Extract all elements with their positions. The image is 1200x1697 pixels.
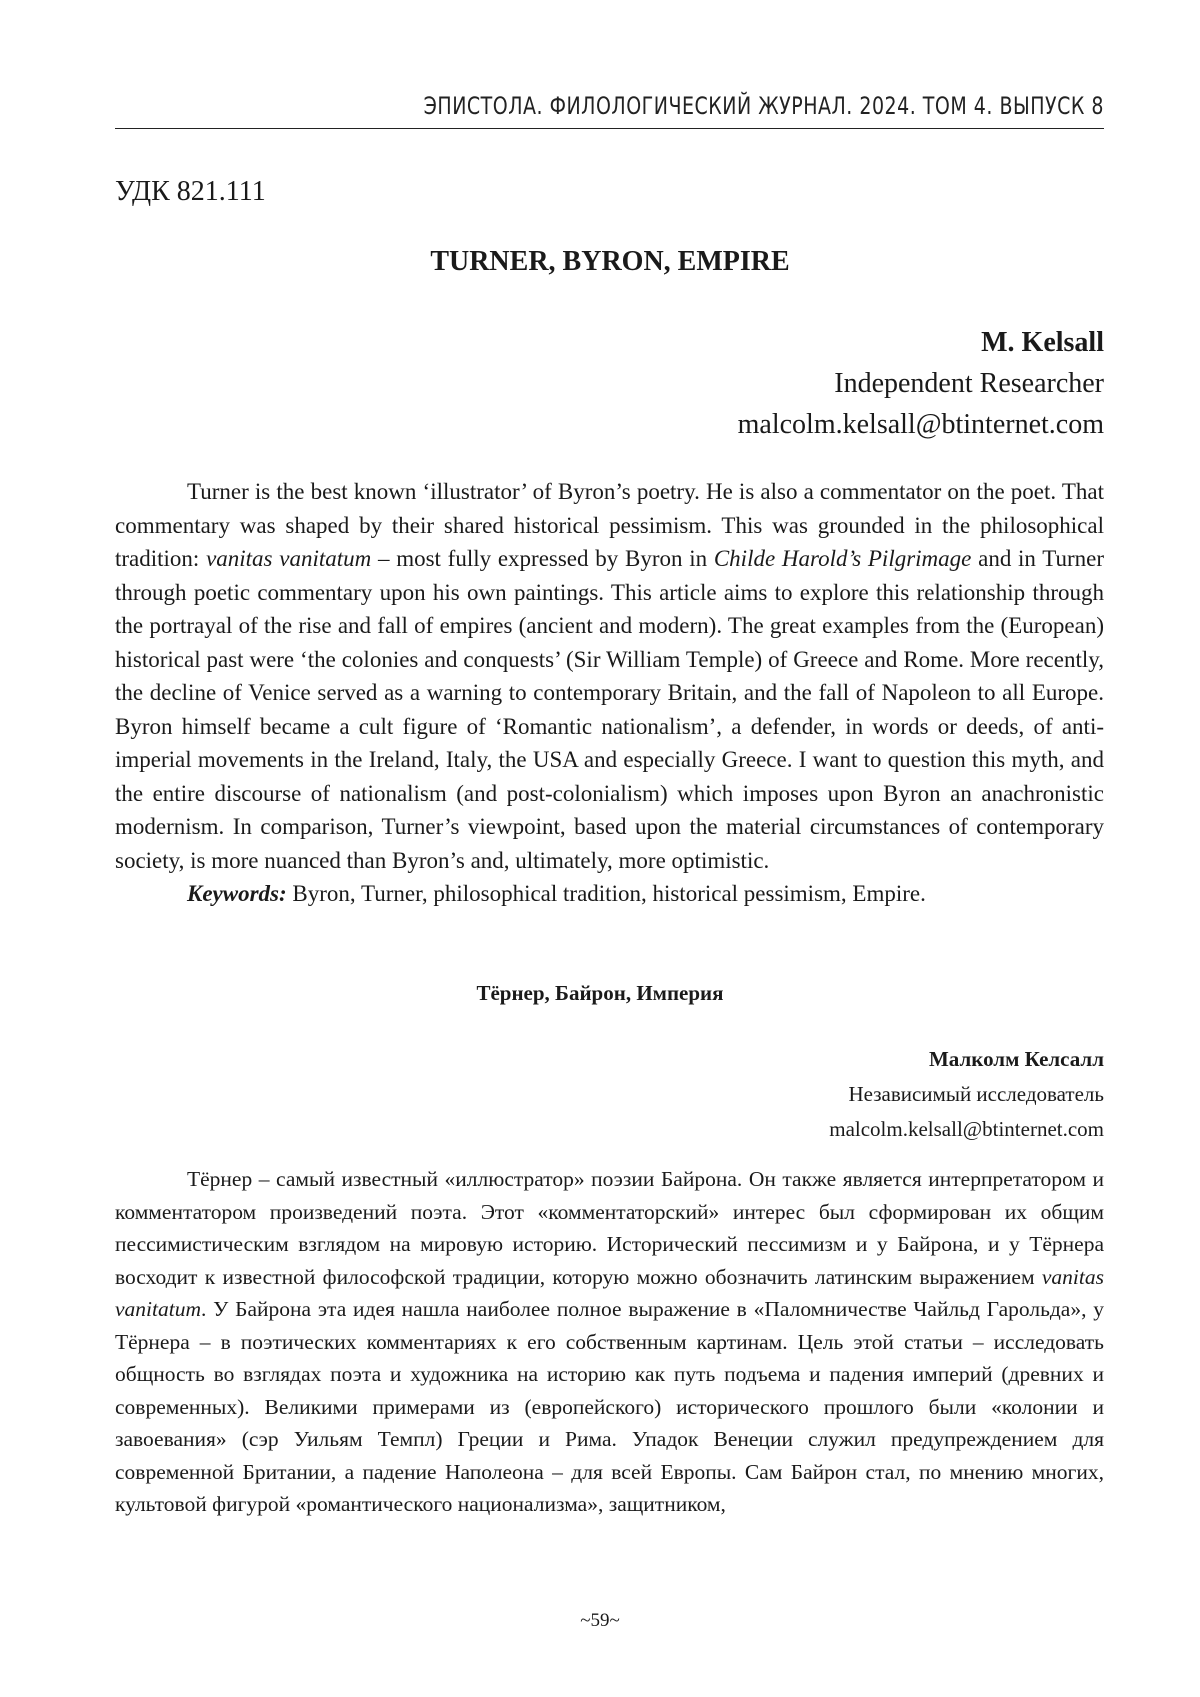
article-title-ru: Тёрнер, Байрон, Империя xyxy=(476,981,724,1005)
abstract-en-paragraph xyxy=(115,475,1104,877)
abstract-ru-paragraph xyxy=(115,1163,1104,1521)
author-name-en: M. Kelsall xyxy=(981,327,1104,358)
abstract-ru-italic-1: vanitas vanitatum xyxy=(115,1264,1104,1321)
author-affiliation-en: Independent Researcher xyxy=(834,368,1104,399)
author-block-ru xyxy=(829,1042,1104,1147)
keywords-list: Byron, Turner, philosophical tradition, historical pessimism, Empire. xyxy=(286,881,926,906)
article-title-en: TURNER, BYRON, EMPIRE xyxy=(430,246,790,277)
abstract-ru-text-1: Тёрнер – самый известный «иллюстратор» поэзии Байрона. Он также является интерпретатором и комментатором произведений поэта. Этот «комментаторский» интерес был сформирован их общим пессимистическим взглядом на мировую историю. Исторический пессимизм и у Байрона, и у Тёрнера восходит к известной философской традиции, которую можно обозначить латинским выражением xyxy=(115,1167,1104,1289)
abstract-ru xyxy=(115,1163,1104,1521)
udk-code: УДК 821.111 xyxy=(115,176,266,207)
abstract-en-italic-2: Childe Harold’s Pilgrimage xyxy=(713,546,972,571)
author-name-ru: Малколм Келсалл xyxy=(928,1047,1104,1071)
abstract-en-text-3: and in Turner through poetic commentary upon his own paintings. This article aims to explore this relationship through the portrayal of the rise and fall of empires (ancient and modern). The great examples from the (European) historical past were ‘the colonies and conquests’ (Sir William Temple) of Greece and Rome. More recently, the decline of Venice served as a warning to contemporary Britain, and the fall of Napoleon to all Europe. Byron himself became a cult figure of ‘Romantic nationalism’, a defender, in words or deeds, of anti-imperial movements in the Ireland, Italy, the USA and especially Greece. I want to question this myth, and the entire discourse of nationalism (and post-colonialism) which imposes upon Byron an anachronistic modernism. In comparison, Turner’s viewpoint, based upon the material circumstances of contemporary society, is more nuanced than Byron’s and, ultimately, more optimistic. xyxy=(115,546,1105,873)
abstract-ru-text-2: . У Байрона эта идея нашла наиболее полное выражение в «Паломничестве Чайльд Гарольда», у Тёрнера – в поэтических комментариях к его собственным картинам. Цель этой статьи – исследовать общность во взглядах поэта и художника на историю как путь подъема и падения империй (древних и современных). Великими примерами из (европейского) исторического прошлого были «колонии и завоевания» (сэр Уильям Темпл) Греции и Рима. Упадок Венеции служил предупреждением для современной Британии, а падение Наполеона – для всей Европы. Сам Байрон стал, по мнению многих, культовой фигурой «романтического национализма», защитником, xyxy=(115,1297,1104,1516)
author-email-ru: malcolm.kelsall@btinternet.com xyxy=(829,1117,1104,1141)
abstract-en xyxy=(115,475,1104,911)
page-number: ~59~ xyxy=(580,1610,620,1631)
abstract-en-text-1: Turner is the best known ‘illustrator’ of Byron’s poetry. He is also a commentator on the poet. That commentary was shaped by their shared historical pessimism. This was grounded in the philosophical tradition: xyxy=(115,479,1104,571)
keywords-en xyxy=(115,877,1104,911)
author-block-en xyxy=(738,322,1104,445)
header-divider xyxy=(115,128,1104,129)
author-email-en: malcolm.kelsall@btinternet.com xyxy=(737,409,1104,440)
keywords-label: Keywords: xyxy=(187,881,287,906)
abstract-en-text-2: – most fully expressed by Byron in xyxy=(371,546,714,571)
abstract-en-italic-1: vanitas vanitatum xyxy=(206,546,372,571)
journal-running-header: ЭПИСТОЛА. ФИЛОЛОГИЧЕСКИЙ ЖУРНАЛ. 2024. ТОМ 4. ВЫПУСК 8 xyxy=(423,92,1104,120)
author-affiliation-ru: Независимый исследователь xyxy=(848,1082,1104,1106)
